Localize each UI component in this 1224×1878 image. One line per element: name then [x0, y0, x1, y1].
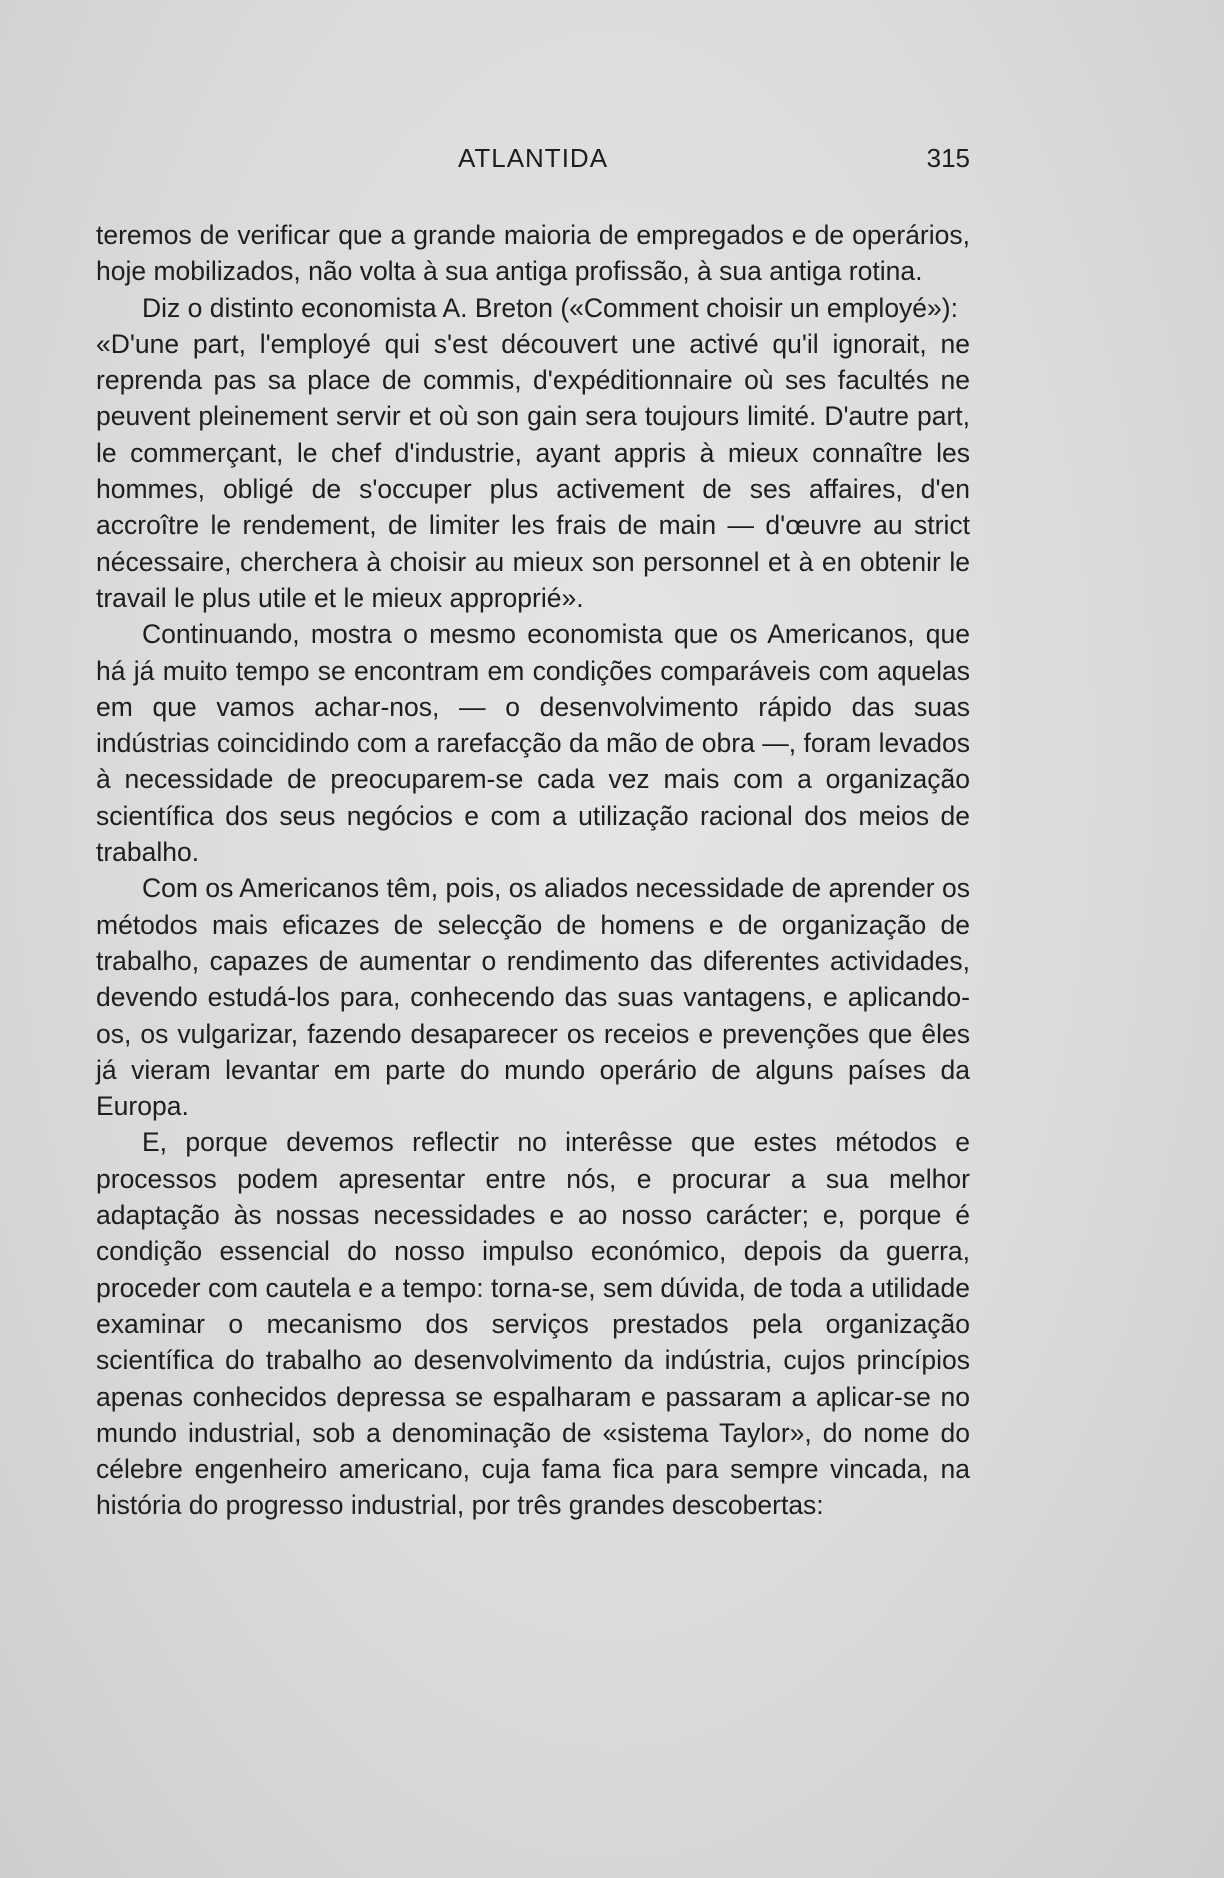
- paragraph-quote: «D'une part, l'employé qui s'est découvert une activé qu'il ignorait, ne reprenda pas sa place de commis, d'expéditionnaire où ses facultés ne peuvent pleinement servir et où son gain sera toujours limité. D'autre part, le commerçant, le chef d'industrie, ayant appris à mieux connaître les hommes, obligé de s'occuper plus activement de ses affaires, d'en accroître le rendement, de limiter les frais de main — d'œuvre au strict nécessaire, cherchera à choisir au mieux son personnel et à en obtenir le travail le plus utile et le mieux approprié».: [96, 328, 970, 613]
- body-text: [96, 217, 970, 1524]
- paragraph-continuation: teremos de verificar que a grande maioria de empregados e de operários, hoje mobilizados, não volta à sua antiga profissão, à sua antiga rotina.: [96, 220, 970, 287]
- paragraph: Com os Americanos têm, pois, os aliados necessidade de aprender os métodos mais eficazes de selecção de homens e de organização de trabalho, capazes de aumentar o rendimento das diferentes actividades, devendo estudá-los para, conhecendo das suas vantagens, e aplicando-os, os vulgarizar, fazendo desaparecer os receios e prevenções que êles já vieram levantar em parte do mundo operário de alguns países da Europa.: [96, 873, 970, 1122]
- page-header: [96, 140, 970, 176]
- running-title: ATLANTIDA: [457, 143, 609, 173]
- page-number: 315: [926, 143, 970, 173]
- paragraph: Continuando, mostra o mesmo economista que os Americanos, que há já muito tempo se encontram em condições comparáveis com aquelas em que vamos achar-nos, — o desenvolvimento rápido das suas indústrias coincidindo com a rarefacção da mão de obra —, foram levados à necessidade de preocuparem-se cada vez mais com a organização scientífica dos seus negócios e com a utilização racional dos meios de trabalho.: [96, 619, 970, 868]
- paragraph: Diz o distinto economista A. Breton («Comment choisir un employé»):: [142, 292, 958, 323]
- paragraph: E, porque devemos reflectir no interêsse que estes métodos e processos podem apresentar entre nós, e procurar a sua melhor adaptação às nossas necessidades e ao nosso carácter; e, porque é condição essencial do nosso impulso económico, depois da guerra, proceder com cautela e a tempo: torna-se, sem dúvida, de toda a utilidade examinar o mecanismo dos serviços prestados pela organização scientífica do trabalho ao desenvolvimento da indústria, cujos princípios apenas conhecidos depressa se espalharam e passaram a aplicar-se no mundo industrial, sob a denominação de «sistema Taylor», do nome do célebre engenheiro americano, cuja fama fica para sempre vincada, na história do progresso industrial, por três grandes descobertas:: [96, 1127, 970, 1521]
